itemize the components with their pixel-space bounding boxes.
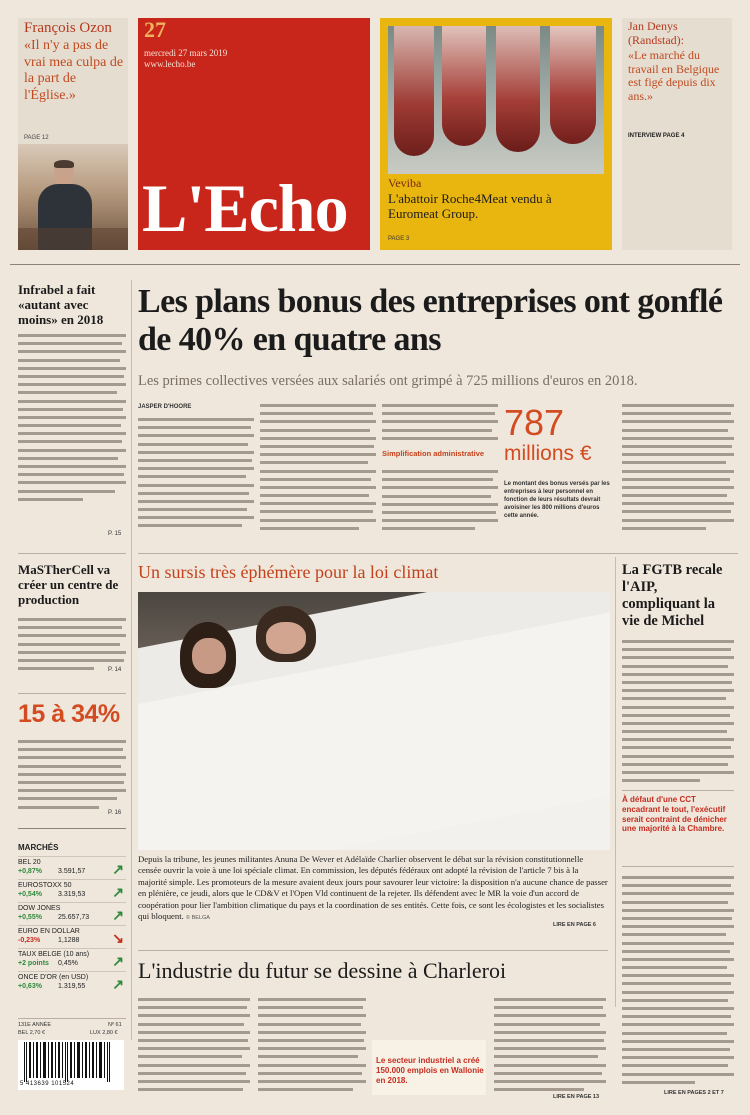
arrow-up-right-icon: ↗ [112, 907, 124, 923]
infrabel-ref: P. 15 [108, 531, 122, 537]
masthead-day: 27 [144, 17, 166, 42]
market-name: EUROSTOXX 50 [18, 882, 72, 889]
industry-col-2 [258, 998, 366, 1096]
veviba-headline: L'abattoir Roche4Meat vendu à Euromeat Group. [388, 191, 552, 221]
fgtb-rule-2 [622, 866, 734, 867]
infrabel-body [18, 334, 126, 524]
teaser-denys[interactable] [622, 18, 732, 250]
climate-headline[interactable]: Un sursis très éphémère pour la loi climat [138, 562, 439, 582]
barcode-number: 5 413639 101524 [20, 1081, 75, 1087]
lead-bottom-rule [138, 553, 738, 554]
denys-page: INTERVIEW PAGE 4 [628, 133, 685, 139]
arrow-up-right-icon: ↗ [112, 861, 124, 877]
market-change: -0,23% [18, 937, 41, 944]
market-value: 0,45% [58, 960, 78, 967]
left-column-rule [131, 280, 132, 1040]
market-change: +2 points [18, 960, 49, 967]
lead-headline[interactable]: Les plans bonus des entreprises ont gonflé de 40% en quatre ans [138, 283, 723, 358]
left-divider-3 [18, 828, 126, 829]
lead-col-2 [260, 404, 376, 535]
teaser-ozon-quote: «Il n'y a pas de vrai mea culpa de la part de l'Église.» [24, 38, 124, 103]
markets-title: MARCHÉS [18, 843, 59, 852]
market-value: 1.319,55 [58, 983, 86, 990]
climate-caption-text: Depuis la tribune, les jeunes militantes Anuna De Wever et Adélaïde Charlier observent le débat sur la révision constitutionnelle censée ouvrir la voie à une loi spéciale climat. En commission, les députés fédéraux ont adopté la révision de l'article 7 bis à la majorité simple. Les promoteurs de la mesure avaient deux jours pour savourer leur victoire: la disposition n'a aucune chance de passer en plénière, ce jeudi, alors que le CD&V et l'Open Vld continuent de la rejeter. Ils défendent avec le MR la voie d'un accord de coopération pour lier l'ambition climatique du pays et la coordination de ses entités. Cette fois, ce sont les écologistes et les socialistes qui bloquent. [138, 854, 608, 922]
masthead-date: mercredi 27 mars 2019 [144, 48, 228, 58]
market-name: DOW JONES [18, 905, 61, 912]
denys-name: Jan Denys (Randstad): [628, 19, 684, 47]
lead-byline: JASPER D'HOORE [138, 404, 192, 410]
fgtb-body-2 [622, 876, 734, 1089]
market-row[interactable] [18, 948, 126, 971]
industry-callout: Le secteur industriel a créé 150.000 emplois en Wallonie en 2018. [376, 1056, 484, 1085]
top-divider [10, 264, 740, 265]
industry-headline[interactable]: L'industrie du futur se dessine à Charleroi [138, 958, 507, 983]
footer-year: 131E ANNÉE [18, 1022, 52, 1028]
climate-credit: © BELGA [186, 915, 210, 922]
market-name: TAUX BELGE (10 ans) [18, 951, 90, 958]
market-value: 3.591,57 [58, 868, 86, 875]
electricity-number: 15 à 34% [18, 700, 120, 728]
climate-photo [138, 592, 610, 850]
lead-subhead: Les primes collectives versées aux salariés ont grimpé à 725 millions d'euros en 2018. [138, 373, 638, 389]
ozon-photo [18, 144, 128, 250]
teaser-ozon-page: PAGE 12 [24, 135, 49, 141]
market-value: 3.319,53 [58, 891, 86, 898]
arrow-up-right-icon: ↗ [112, 884, 124, 900]
market-row[interactable] [18, 856, 126, 879]
climate-caption [138, 854, 608, 924]
industry-page[interactable]: LIRE EN PAGE 13 [553, 1094, 600, 1100]
lead-col-1 [138, 418, 254, 533]
market-name: ONCE D'OR (en USD) [18, 974, 89, 981]
masthead[interactable] [138, 18, 370, 250]
industry-col-1 [138, 998, 250, 1096]
footer-issue: Nº 61 [108, 1022, 122, 1028]
market-value: 1,1288 [58, 937, 80, 944]
fgtb-rule-1 [622, 790, 734, 791]
veviba-page: PAGE 3 [388, 236, 410, 242]
market-value: 25.657,73 [58, 914, 90, 921]
footer-price-lux: LUX 2,80 € [90, 1030, 118, 1036]
climate-bottom-rule [138, 950, 608, 951]
footer-rule [18, 1018, 126, 1019]
market-change: +0,54% [18, 891, 42, 898]
fgtb-pullquote: À défaut d'une CCT encadrant le tout, l'exécutif serait contraint de dénicher une majorité à la Chambre. [622, 795, 727, 834]
market-name: EURO EN DOLLAR [18, 928, 80, 935]
market-row[interactable] [18, 902, 126, 925]
electricity-ref: P. 16 [108, 810, 122, 816]
lead-number-caption: Le montant des bonus versés par les entreprises à leur personnel en fonction de leurs résultats devrait avoisiner les 800 millions d'euros cette année. [504, 481, 610, 519]
masthead-logo: L'Echo [142, 170, 348, 246]
denys-quote: «Le marché du travail en Belgique est figé depuis dix ans.» [628, 48, 720, 103]
market-row[interactable] [18, 925, 126, 948]
meat-photo [388, 26, 604, 174]
barcode [18, 1040, 124, 1090]
market-change: +0,55% [18, 914, 42, 921]
teaser-ozon-name: François Ozon [24, 20, 112, 36]
arrow-up-right-icon: ↗ [112, 953, 124, 969]
left-divider-2 [18, 693, 126, 694]
teaser-ozon[interactable] [18, 18, 128, 250]
market-row[interactable] [18, 971, 126, 994]
left-divider-1 [18, 553, 126, 554]
infrabel-headline[interactable]: Infrabel a fait «autant avec moins» en 2018 [18, 282, 104, 327]
lead-col-3b [382, 470, 498, 536]
fgtb-headline[interactable]: La FGTB recale l'AIP, compliquant la vie de Michel [622, 562, 723, 629]
lead-big-number: 787 [504, 402, 565, 443]
market-name: BEL 20 [18, 859, 41, 866]
arrow-down-right-icon: ↘ [112, 930, 124, 946]
lead-big-unit: millions € [504, 442, 592, 465]
masthead-url[interactable]: www.lecho.be [144, 59, 196, 69]
climate-page[interactable]: LIRE EN PAGE 6 [553, 922, 596, 928]
lead-col-4 [622, 404, 734, 535]
arrow-up-right-icon: ↗ [112, 976, 124, 992]
footer-price: BEL 2,70 € [18, 1030, 46, 1036]
mastercell-headline[interactable]: MaSTherCell va créer un centre de production [18, 562, 119, 607]
market-change: +0,63% [18, 983, 42, 990]
market-row[interactable] [18, 879, 126, 902]
veviba-kicker: Veviba [388, 176, 422, 190]
fgtb-page[interactable]: LIRE EN PAGES 2 ET 7 [664, 1090, 724, 1096]
lead-subtitle: Simplification administrative [382, 449, 485, 458]
industry-col-3 [494, 998, 606, 1096]
lead-col-3 [382, 404, 498, 445]
mastercell-ref: P. 14 [108, 667, 122, 673]
right-column-rule [615, 557, 616, 1007]
teaser-veviba[interactable] [380, 18, 612, 250]
electricity-body [18, 740, 126, 814]
market-change: +0,87% [18, 868, 42, 875]
fgtb-body [622, 640, 734, 787]
